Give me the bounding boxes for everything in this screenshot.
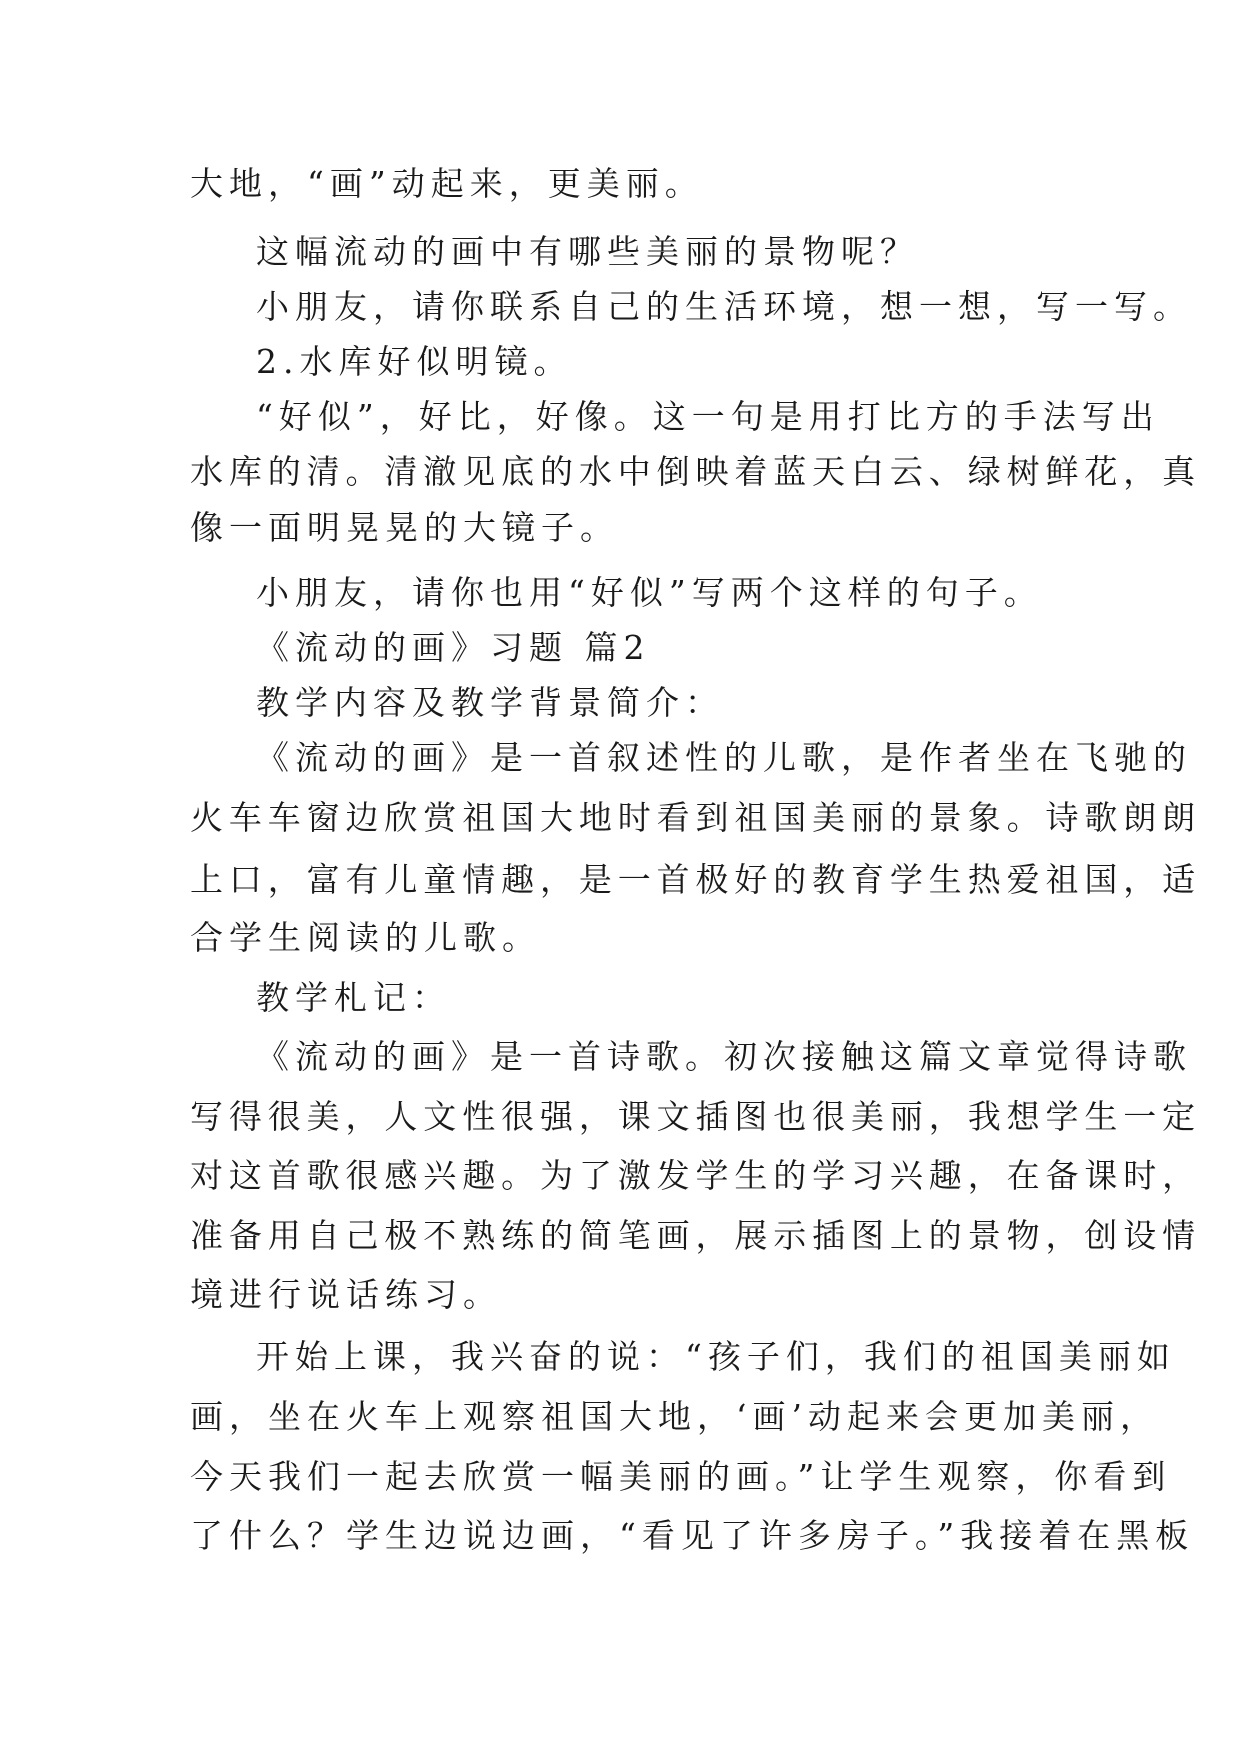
text-line: 《流动的画》是一首叙述性的儿歌，是作者坐在飞驰的 xyxy=(256,738,1192,777)
text-line: 开始上课，我兴奋的说：“孩子们，我们的祖国美丽如 xyxy=(256,1337,1176,1376)
text-line: 对这首歌很感兴趣。为了激发学生的学习兴趣，在备课时， xyxy=(190,1156,1201,1195)
text-line: 境进行说话练习。 xyxy=(190,1275,502,1314)
text-line: 写得很美，人文性很强，课文插图也很美丽，我想学生一定 xyxy=(190,1097,1201,1136)
text-line: 了什么？学生边说边画，“看见了许多房子。”我接着在黑板 xyxy=(190,1516,1195,1555)
text-line: 水库的清。清澈见底的水中倒映着蓝天白云、绿树鲜花，真 xyxy=(190,452,1201,491)
text-line: 2.水库好似明镜。 xyxy=(256,342,573,381)
text-line: 今天我们一起去欣赏一幅美丽的画。”让学生观察，你看到 xyxy=(190,1457,1172,1496)
text-line: 准备用自己极不熟练的简笔画，展示插图上的景物，创设情 xyxy=(190,1216,1201,1255)
text-line: 画，坐在火车上观察祖国大地，‘画’动起来会更加美丽， xyxy=(190,1397,1159,1436)
text-line: 教学内容及教学背景简介： xyxy=(256,683,724,722)
text-line: 教学札记： xyxy=(256,978,451,1017)
text-line: 《流动的画》是一首诗歌。初次接触这篇文章觉得诗歌 xyxy=(256,1037,1192,1076)
text-line: 大地，“画”动起来，更美丽。 xyxy=(190,164,704,203)
text-line: 小朋友，请你也用“好似”写两个这样的句子。 xyxy=(256,573,1043,612)
text-line: 上口，富有儿童情趣，是一首极好的教育学生热爱祖国，适 xyxy=(190,860,1201,899)
text-line: “好似”，好比，好像。这一句是用打比方的手法写出 xyxy=(256,397,1160,436)
text-line: 火车车窗边欣赏祖国大地时看到祖国美丽的景象。诗歌朗朗 xyxy=(190,798,1201,837)
text-line: 合学生阅读的儿歌。 xyxy=(190,918,541,957)
section-heading: 《流动的画》习题 篇2 xyxy=(256,628,651,667)
text-line: 像一面明晃晃的大镜子。 xyxy=(190,508,619,547)
text-line: 小朋友，请你联系自己的生活环境，想一想，写一写。 xyxy=(256,287,1192,326)
text-line: 这幅流动的画中有哪些美丽的景物呢？ xyxy=(256,232,919,271)
